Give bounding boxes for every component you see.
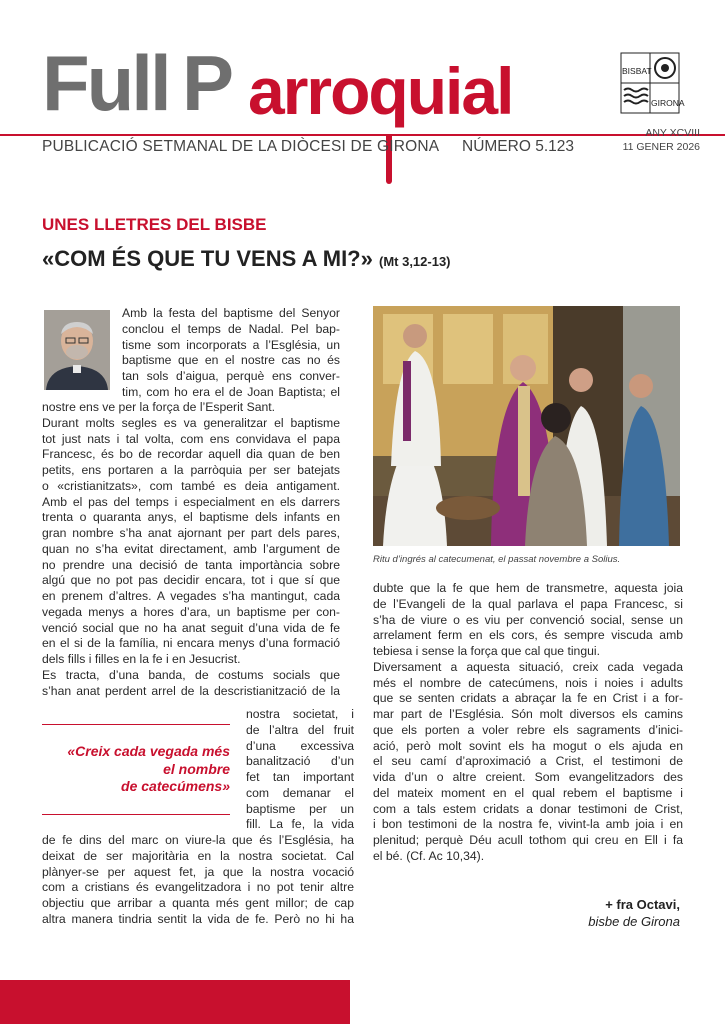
bisbat-girona-logo [620,52,685,114]
masthead-title-p: P [182,39,235,127]
pull-quote-line: el nombre [163,760,230,777]
text-line: nostra societat, i [246,707,354,721]
text-line: Amb el pas del temps i especialment en els darrers [42,494,340,509]
footer-bar [0,980,350,1024]
text-line: tot just nats i tal volta, com ens convidava el papa [42,431,340,446]
pull-quote-rule-top [42,724,230,725]
text-line: Diversament a aquesta situació, creix cada vegada [373,659,683,674]
text-line: el bé. (Cf. Ac 10,34). [373,848,485,863]
text-line: tisme som incorporats a l’Església, un [122,337,340,352]
text-beside-portrait [122,306,340,401]
photo-caption: Ritu d’ingrés al catecumenat, el passat novembre a Solius. [373,554,621,565]
text-line: mar part de l’Església. Són molt diversos els camins [373,707,683,721]
text-line: dels fills i filles en la fe i en Jesucrist. [42,652,241,666]
text-line: fill. La fe, la vida [246,817,354,832]
text-line: Amb la festa del baptisme del Senyor [122,306,340,320]
text-line: venció social que no ha anat seguit d’una vida de fe [42,620,340,635]
catechumenate-photo [373,306,680,546]
text-line: conclou el temps de Nadal. Pel bap- [122,321,340,336]
text-left-column-end [42,833,354,928]
text-line: nostre ens ve per la força de l’Esperit Sant. [42,400,276,414]
logo-text-bisbat: BISBAT [622,66,652,76]
text-line: que els porten a voler rebre els sagraments d’inici- [373,722,683,737]
text-line: vida d’un o altre creient. Som evangelitzadors des [373,770,683,784]
issue-year: ANY XCVIII [645,127,700,139]
text-line: d’una excessiva [246,738,354,753]
masthead-title-full: Full [42,39,169,127]
pull-quote [42,743,230,796]
text-line: plànyer-se per aquest fet, ja que la nostra vocació [42,864,354,879]
text-line: Durant molts segles es va generalitzar el baptisme [42,415,340,430]
text-line: tebiesa i sense la força que cal que tingui. [373,644,600,658]
article-headline [42,246,451,272]
issue-date: 11 GENER 2026 [622,141,700,153]
text-line: vegada menys a hores d’ara, un baptisme per con- [42,604,340,619]
text-line: banalització d’un [246,754,354,769]
text-line: com a tals estem cridats a donar testimoni de Crist, [373,801,683,816]
text-line: objectiu que arribar a quanta més gent millor; de cap [42,896,354,910]
text-line: com demanar el [246,785,354,800]
text-line: que se senten cridats a abraçar la fe en Crist i a for- [373,691,683,706]
text-beside-quote [246,707,354,833]
pull-quote-rule-bottom [42,814,230,815]
text-line: del mateix moment en el qual rebem el baptisme i [373,785,683,800]
text-line: trenta o quaranta anys, el baptisme dels infants en [42,510,340,525]
text-line: baptisme que en el nostre cas no és [122,353,340,368]
text-line: s’ha de viure o es viu per convenció social, sense un [373,612,683,627]
text-line: Francesc, és bo de recordar aquell dia quan de ben [42,447,340,462]
text-line: plenitud; perquè Déu acull tothom qui creu en Ell i fa [373,833,683,847]
text-line: tan sols d’aigua, perquè ens conver- [122,369,340,383]
text-line: gran nombre s’ha anat ajornant per part dels pares, [42,526,340,540]
text-line: més el nombre de catecúmens, nois i noies i adults [373,675,683,690]
text-line: en prenem d’altres. A vegades s’ha mantingut, cada [42,589,340,603]
text-line: petits, ens portaren a la parròquia per ser batejats [42,463,340,477]
text-line: de l’Evangeli de la qual parlava el papa Francesc, si [373,596,683,611]
masthead-title-arroquial: arroquial [248,54,513,128]
text-line: de l’altra del fruit [246,722,354,737]
headline-reference: (Mt 3,12-13) [378,254,451,269]
text-line: com a cristians és evangelitzadora i no pot tenir altre [42,880,354,895]
text-line: tim, com ho era el de Joan Baptista; el [122,384,340,399]
text-line: quan no s’ha evitat directament, amb l’argument de [42,541,340,556]
text-line: en el si de la família, ni encara menys d’una formació [42,636,340,651]
text-line: Es tracta, d’una banda, de costums socials que [42,667,340,682]
text-line: dubte que la fe que hem de transmetre, aquesta joia [373,581,683,595]
signature-title: bisbe de Girona [588,914,680,929]
text-line: s’han anat perdent arrel de la descristianització de la [42,683,340,698]
text-line: o «cristianitzats», com també es deia antigament. [42,478,340,493]
issue-number: NÚMERO 5.123 [462,138,574,155]
text-line: de fe dins del marc on viure-la que és l’Església, ha [42,833,354,847]
issue-year-date [600,126,700,154]
text-line: ació, però molt sovint els ha mogut o els ajuda en [373,738,683,753]
text-line: i bon testimoni de la nostra fe, vivint-la amb joia i en [373,817,683,832]
text-line: arrelament ferm en els cors, és sempre viscuda amb [373,628,683,643]
headline-text: «COM ÉS QUE TU VENS A MI?» [42,246,373,271]
text-right-column [373,581,683,865]
text-line: el seu camí d’aproximació a Crist, el testimoni de [373,754,683,769]
pull-quote-line: «Creix cada vegada més [67,743,230,759]
section-kicker: UNES LLETRES DEL BISBE [42,215,267,234]
text-line: baptisme per un [246,801,354,816]
text-line: fet tan important [246,770,354,784]
text-left-column [42,400,340,699]
logo-text-girona: GIRONA [651,98,685,108]
signature-name: + fra Octavi, [605,897,680,912]
masthead-subtitle: PUBLICACIÓ SETMANAL DE LA DIÒCESI DE GIRONA [42,138,440,155]
text-line: deixat de ser majoritària en la nostra societat. Cal [42,848,354,863]
pull-quote-line: de catecúmens» [121,778,230,794]
text-line: algú que no pot pas decidir encara, tot i que sí que [42,573,340,588]
text-line: altra manera tindria sentit la vida de fe. Però no hi ha [42,911,354,926]
bishop-portrait [44,310,110,390]
text-line: no prendre una decisió de tanta importància sobre [42,557,340,572]
